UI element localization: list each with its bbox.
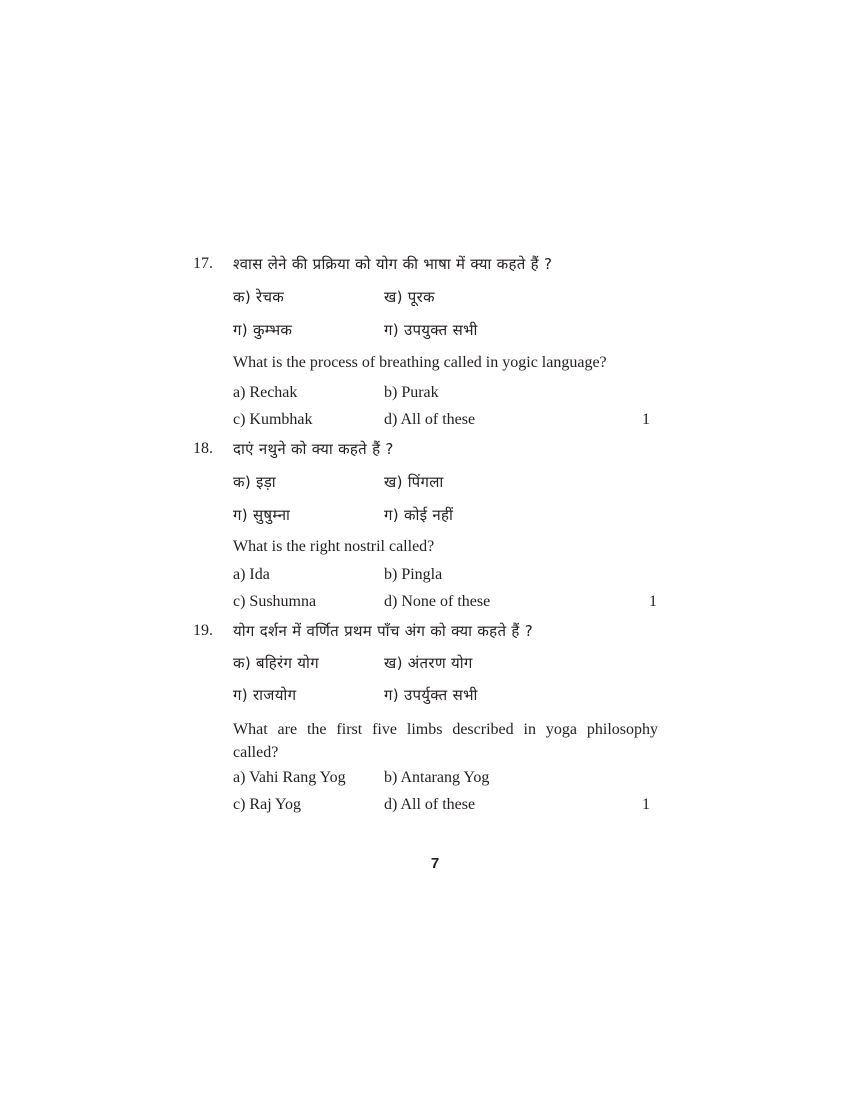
page-number: 7: [430, 855, 440, 872]
hindi-option-a: क) रेचक: [233, 288, 285, 306]
hindi-option-b: ख) अंतरण योग: [384, 654, 473, 672]
english-question: What are the first five limbs described in yoga philosophy called?: [233, 721, 658, 761]
hindi-option-d: ग) कोई नहीं: [384, 506, 454, 524]
english-question: What is the right nostril called?: [233, 538, 435, 555]
hindi-option-c: ग) कुम्भक: [233, 321, 293, 339]
question-number: 17.: [193, 255, 213, 272]
hindi-question: दाएं नथुने को क्या कहते हैं ?: [233, 440, 394, 458]
hindi-option-a: क) इड़ा: [233, 473, 276, 491]
english-option-d: d) All of these: [384, 411, 476, 428]
hindi-option-c: ग) सुषुम्ना: [233, 506, 291, 524]
english-option-b: b) Purak: [384, 384, 439, 401]
hindi-option-b: ख) पिंगला: [384, 473, 444, 491]
question-number: 18.: [193, 440, 213, 457]
question-number: 19.: [193, 622, 213, 639]
english-option-a: a) Rechak: [233, 384, 298, 401]
marks: 1: [642, 796, 650, 813]
marks: 1: [649, 593, 657, 610]
english-option-b: b) Antarang Yog: [384, 769, 490, 786]
english-option-c: c) Sushumna: [233, 593, 317, 610]
english-option-a: a) Ida: [233, 566, 270, 583]
hindi-option-a: क) बहिरंग योग: [233, 654, 319, 672]
english-option-c: c) Raj Yog: [233, 796, 302, 813]
english-question: What is the process of breathing called in yogic language?: [233, 354, 607, 371]
english-option-c: c) Kumbhak: [233, 411, 313, 428]
hindi-option-d: ग) उपयुक्त सभी: [384, 321, 478, 339]
hindi-question: श्वास लेने की प्रक्रिया को योग की भाषा में क्या कहते हैं ?: [233, 255, 553, 273]
hindi-option-c: ग) राजयोग: [233, 686, 297, 704]
hindi-question: योग दर्शन में वर्णित प्रथम पाँच अंग को क्या कहते हैं ?: [233, 622, 533, 640]
english-option-d: d) All of these: [384, 796, 476, 813]
marks: 1: [642, 411, 650, 428]
hindi-option-d: ग) उपर्युक्त सभी: [384, 686, 478, 704]
hindi-option-b: ख) पूरक: [384, 288, 435, 306]
english-option-d: d) None of these: [384, 593, 491, 610]
english-option-b: b) Pingla: [384, 566, 443, 583]
english-option-a: a) Vahi Rang Yog: [233, 769, 346, 786]
